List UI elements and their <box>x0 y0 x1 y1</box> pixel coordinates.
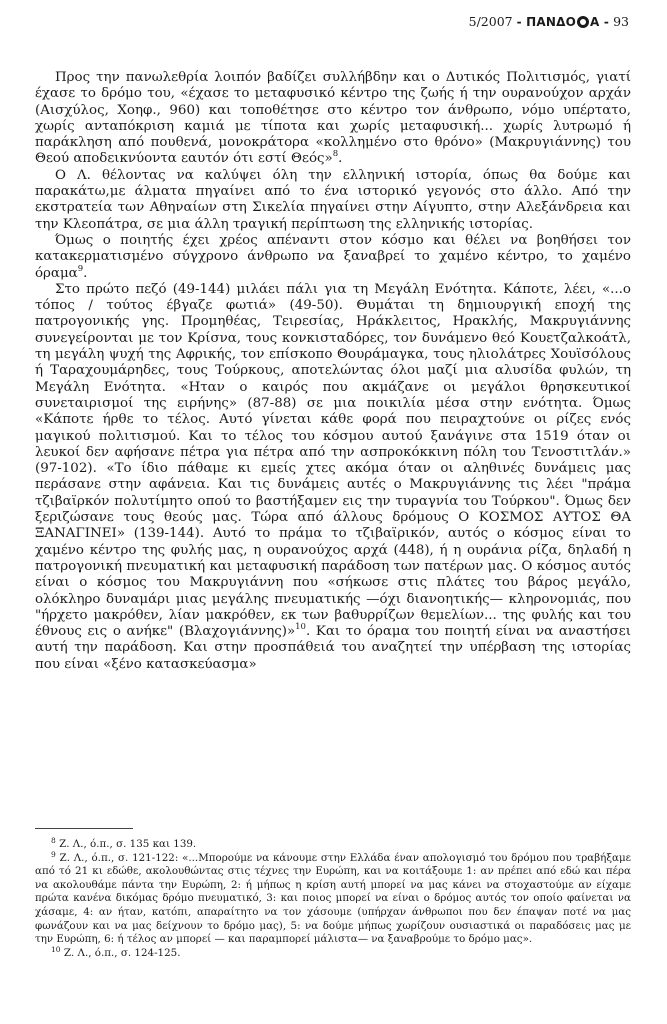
paragraph-text: Στο πρώτο πεζό (49-144) μιλάει πάλι για τη Μεγάλη Ενότητα. Κάποτε, λέει, «...ο τόπος / τούτος έβγαζε φωτιά» (49-50). Θυμάται τη δημιουργική εποχή της πατρογονικής γης. Προμηθέας, Τειρεσίας, Ηράκλειτος, Ηρακλής, Μακρυγιάννης συνεγείρονται με τον Κρίσνα, τους κονκισταδόρες, τον δυνάμενο θεό Κουετζαλκοάτλ, τη μεγάλη ψυχή της Αφρικής, τον επίσκοπο Θουράμαγκα, τους ηλιολάτρες Χουϊσόλους ή Ταραχουμάρηδες, τους Τούρκους, αποτελώντας όλοι μαζί μια αλυσίδα φυλών, τη Μεγάλη Ενότητα. «Ηταν ο καιρός που ακμάζανε οι μεγάλοι θρησκευτικοί συνεταιρισμοί της ειρήνης» (87-88) σε μια ποικιλία μέσα στην ενότητα. Όμως «Κάποτε ήρθε το τέλος. Αυτό γίνεται κάθε φορά που πειραχτούνε οι ρίζες ενός μαγικού πολιτισμού. Και το τέλος του κόσμου αυτού ξανάγινε στα 1519 όταν οι λευκοί δεν αφήσανε πέτρα για πέτρα από την ασπροκόκκινη πόλη του Τενοστιτλάν.» (97-102). «Το ίδιο πάθαμε κι εμείς χτες ακόμα όταν οι αληθινές δυνάμεις μας περάσανε στην αφάνεια. Και τις δυνάμεις αυτές ο Μακρυγιάννης τις λέει "πράμα τζιβαϊρκόν πολυτίμητο οπού το βαστήξαμεν εις την τυραγνία του Τούρκου". Όμως δεν ξεριζώσανε τους θεούς μας. Τώρα από άλλους δρόμους Ο ΚΟΣΜΟΣ ΑΥΤΟΣ ΘΑ ΞΑΝΑΓΙΝΕΙ» (139-144). Αυτό το πράμα το τζιβαϊρικόν, αυτός ο κόσμος είναι το χαμένο κέντρο της φυλής μας, η ουρανούχος αρχά (448), ή η ουράνια ρίζα, δηλαδή η πατρογονική πνευματική και μεταφυσική παράδοση των πατέρων μας. Ο κόσμος αυτός είναι ο κόσμος του Μακρυγιάννη που «σήκωσε στις πλάτες του βάρος μεγάλο, ολόκληρο δυναμάρι μιας μεγάλης πνευματικής —όχι διανοητικής— κληρονομιάς, που "ήρχετο μακρόθεν, λίαν μακρόθεν, εκ των βαθυρρίζων θεμελίων... της φυλής και του έθνους εις ο ανήκε" (Βλαχογιάννης)» <box>35 281 631 640</box>
brand-suffix: Α - <box>590 14 610 29</box>
footnote-ref: 8 <box>332 149 339 160</box>
paragraph-text: Ο Λ. θέλοντας να καλύψει όλη την ελληνική ιστορία, όπως θα δούμε και παρακάτω,με άλματα πηγαίνει από το ένα ιστορικό γεγονός στο άλλο. Από την εκστρατεία των Αθηναίων στη Σικελία πηγαίνει στην Αίγυπτο, στην Αλεξάνδρεια και την Κλεοπάτρα, σε μια άλλη τραγική περίπτωση της ελληνικής ιστορίας. <box>35 167 631 232</box>
footnote-text: Ζ. Λ., ό.π., σ. 135 και 139. <box>59 838 197 850</box>
brand-logo-icon <box>577 16 589 28</box>
journal-brand <box>517 15 609 29</box>
footnote-text: Ζ. Λ., ό.π., σ. 124-125. <box>63 946 181 959</box>
paragraph-tail: . <box>83 265 88 281</box>
footnotes <box>35 838 631 960</box>
footnote-divider <box>35 828 133 829</box>
footnote-number: 10 <box>51 944 61 954</box>
footnote-10 <box>35 944 631 961</box>
paragraph-4 <box>35 282 631 673</box>
paragraph-text: Όμως ο ποιητής έχει χρέος απέναντι στον κόσμο και θέλει να βοηθήσει τον κατακερματισμένο σύγχρονο άνθρωπο να ξαναβρεί το χαμένο κέντρο, το χαμένο όραμα <box>35 232 631 281</box>
page-header <box>469 14 629 29</box>
paragraph-1 <box>35 70 631 168</box>
footnote-9 <box>35 849 632 947</box>
paragraph-2 <box>35 168 631 233</box>
footnote-number: 9 <box>51 849 56 859</box>
footnote-number: 8 <box>51 836 56 845</box>
brand-prefix: - ΠΑΝΔΟ <box>516 14 577 29</box>
footnote-ref: 9 <box>77 263 84 274</box>
paragraph-text: Προς την πανωλεθρία λοιπόν βαδίζει συλλήβδην και ο Δυτικός Πολιτισμός, γιατί έχασε το δρόμο του, «έχασε το μεταφυσικό κέντρο της ζωής ή την ουρανούχον αρχάν (Αισχύλος, Χοηφ., 960) και τοποθέτησε στο κέντρο τον άνθρωπο, νόμο υπέρτατο, χωρίς ανταπόκριση καμιά με τίποτα και χωρίς μεταφυσική... χωρίς λυτρωμό ή παράκληση από πουθενά, μονοκράτορα «κολλημένο στο θρόνο» (Μακρυγιάννης) του Θεού αποδεικνύοντα εαυτόν ότι εστί Θεός» <box>35 70 631 167</box>
paragraph-3 <box>35 233 631 282</box>
footnote-text: Ζ. Λ., ό.π., σ. 121-122: «...Μπορούμε να κάνουμε στην Ελλάδα έναν απολογισμό του δρόμου που τραβήξαμε από τό 21 κι εδώθε, ακολουθώντας στις τέχνες την Ευρώπη, και να κοιτάξουμε 1: αν πρέπει από εδώ και πέρα να ακολουθάμε πάντα την Ευρώπη, 2: ή μήπως η κρίση αυτή μπορεί να μας κάνει να στοχαστούμε αν είχαμε πρώτα κανένα δικόμας δρόμο πνευματικό, 3: και ποιος μπορεί να είναι ο δρόμος αυτός τον οποίο φαίνεται να χάσαμε, 4: αν ήταν, κατόπι, απαραίτητο να τον χάσουμε (υπήρχαν άνθρωποι που δεν έπαψαν ποτέ να μας φωνάζουν και να μας δείχνουν το δρόμο μας), 5: να δούμε μήπως χωρίζουν ουσιαστικά οι παραδόσεις μας με την Ευρώπη, 6: ή τέλος αν μπορεί — και παραμπορεί μάλιστα— να ξαναβρούμε το δρόμο μας». <box>35 851 632 946</box>
footnote-8 <box>35 838 631 852</box>
paragraph-tail: . Και το όραμα του ποιητή είναι να αναστήσει αυτή την παράδοση. Και στην προσπάθειά του αναζητεί την υπέρβαση της ιστορίας που είναι «ξένο κατασκεύασμα» <box>35 624 631 672</box>
page-number: 93 <box>613 14 629 29</box>
paragraph-tail: . <box>338 151 343 167</box>
issue-date: 5/2007 <box>468 14 513 29</box>
footnote-ref: 10 <box>295 622 306 633</box>
main-text <box>35 70 631 673</box>
